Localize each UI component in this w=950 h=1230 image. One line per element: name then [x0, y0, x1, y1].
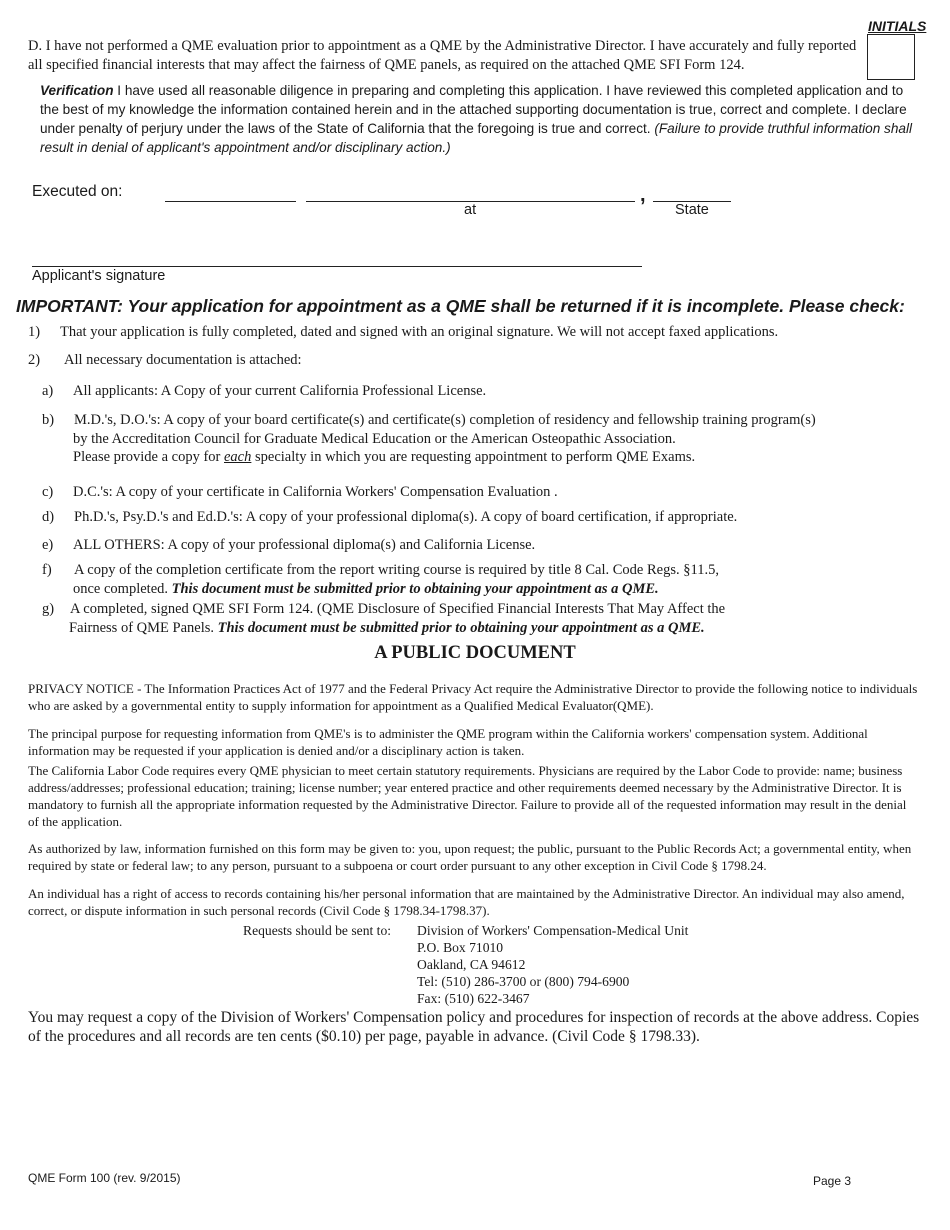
subitem-letter: c) — [42, 484, 54, 500]
checklist-subitem-g — [42, 600, 922, 638]
verification-paragraph — [40, 81, 925, 157]
subitem-letter: a) — [42, 383, 54, 399]
subitem-text: ALL OTHERS: A copy of your professional diploma(s) and California License. — [73, 537, 536, 553]
privacy-access-paragraph: An individual has a right of access to records containing his/her personal information that are maintained by the Administrative Director. An individual may also amend, correct, or dispute information in such personal records (Civil Code § 1798.34-1798.37). — [28, 886, 905, 918]
subitem-letter: b) — [42, 412, 55, 428]
address-line: Fax: (510) 622-3467 — [417, 991, 530, 1006]
subitem-text-line1: M.D.'s, D.O.'s: A copy of your board certificate(s) and certificate(s) completion of residency and fellowship training program(s) — [74, 412, 816, 428]
emphasis-each: each — [224, 449, 252, 465]
address-line: Tel: (510) 286-3700 or (800) 794-6900 — [417, 974, 630, 989]
requests-address — [417, 922, 688, 1007]
privacy-purpose-paragraph: The principal purpose for requesting information from QME's is to administer the QME program within the California workers' compensation system. Additional information may be requested if your application is denied and/or a disciplinary action is taken. — [28, 726, 868, 758]
subitem-letter: e) — [42, 537, 54, 553]
subitem-letter: f) — [42, 562, 52, 578]
subitem-text-line2: by the Accreditation Council for Graduate Medical Education or the American Osteopathic Association. — [73, 431, 676, 447]
checklist-number: 2) — [28, 352, 41, 368]
at-label: at — [464, 202, 477, 218]
section-d-statement: D. I have not performed a QME evaluation prior to appointment as a QME by the Administrative Director. I have accurately and fully reported all specified financial interests that may affect the fairness of QME panels, as required on the attached QME SFI Form 124. — [28, 38, 857, 73]
subitem-text-line1: A completed, signed QME SFI Form 124. (QME Disclosure of Specified Financial Interests That May Affect the — [70, 601, 726, 617]
requests-label: Requests should be sent to: — [243, 923, 392, 938]
state-label: State — [675, 202, 709, 218]
public-document-heading: A PUBLIC DOCUMENT — [374, 643, 576, 663]
verification-body: I have used all reasonable diligence in preparing and completing this application. I have reviewed this completed application and to the best of my knowledge the information contained herein and in the attached supporting documentation is true, correct and complete. I declare under penalty of perjury under the laws of the State of California that the foregoing is true and correct. — [40, 83, 907, 136]
verification-heading: Verification — [40, 83, 114, 98]
address-line: Oakland, CA 94612 — [417, 957, 526, 972]
subitem-text: D.C.'s: A copy of your certificate in California Workers' Compensation Evaluation . — [73, 484, 558, 500]
initials-label: INITIALS — [868, 18, 927, 34]
privacy-disclosure-paragraph: As authorized by law, information furnished on this form may be given to: you, upon request; the public, pursuant to the Public Records Act; a governmental entity, when required by state or federal law; to any person, pursuant to a subpoena or court order pursuant to any other exception in Civil Code § 1798.24. — [28, 841, 912, 873]
verification-note: (Failure to provide truthful information shall result in denial of applicant's appointment and/or disciplinary action.) — [40, 121, 912, 155]
privacy-notice-paragraph: PRIVACY NOTICE - The Information Practices Act of 1977 and the Federal Privacy Act require the Administrative Director to provide the following notice to individuals who are asked by a governmental entity to supply information for appointment as a Qualified Medical Evaluator(QME). — [28, 681, 918, 713]
subitem-text-line3-pre: Please provide a copy for — [73, 449, 224, 465]
subitem-text-line3-post: specialty in which you are requesting appointment to perform QME Exams. — [251, 449, 696, 465]
checklist-subitem-f — [42, 561, 922, 599]
subitem-text-line3 — [73, 448, 695, 467]
initials-box[interactable] — [867, 34, 915, 80]
checklist-text: That your application is fully completed, dated and signed with an original signature. We will not accept faxed applications. — [60, 324, 779, 340]
subitem-text-line1: A copy of the completion certificate from the report writing course is required by title 8 Cal. Code Regs. §11.5, — [74, 562, 719, 578]
subitem-text-line2 — [69, 619, 705, 638]
signature-line[interactable] — [32, 266, 642, 267]
form-identifier: QME Form 100 (rev. 9/2015) — [28, 1171, 181, 1185]
subitem-text: All applicants: A Copy of your current California Professional License. — [73, 383, 487, 399]
subitem-text-line2-pre: once completed. — [73, 581, 172, 597]
subitem-text-line2 — [73, 580, 659, 599]
checklist-text: All necessary documentation is attached: — [64, 352, 302, 368]
subitem-text: Ph.D.'s, Psy.D.'s and Ed.D.'s: A copy of your professional diploma(s). A copy of board certification, if appropriate. — [74, 509, 738, 525]
subitem-emphasis: This document must be submitted prior to obtaining your appointment as a QME. — [171, 581, 659, 597]
address-line: P.O. Box 71010 — [417, 940, 504, 955]
signature-label: Applicant's signature — [32, 268, 166, 284]
executed-on-label: Executed on: — [32, 183, 123, 200]
copy-request-note: You may request a copy of the Division of Workers' Compensation policy and procedures for inspection of records at the above address. Copies of the procedures and all records are ten cents ($0.10) per page, payable in advance. (Civil Code § 1798.33). — [28, 1009, 920, 1045]
checklist-number: 1) — [28, 324, 41, 340]
address-line: Division of Workers' Compensation-Medical Unit — [417, 923, 689, 938]
date-line[interactable] — [165, 201, 296, 202]
subitem-emphasis: This document must be submitted prior to obtaining your appointment as a QME. — [217, 620, 705, 636]
subitem-letter: g) — [42, 601, 55, 617]
privacy-labor-code-paragraph: The California Labor Code requires every QME physician to meet certain statutory requirements. Physicians are required by the Labor Code to provide: name; business address/addresses; professional education; training; license number; year entered practice and other requirements deemed necessary by the Administrative Director. It is mandatory to furnish all the appropriate information requested by the Administrative Director. Failure to provide all of the requested information may result in the denial of the application. — [28, 763, 907, 829]
comma-separator: , — [640, 184, 646, 206]
important-notice: IMPORTANT: Your application for appointment as a QME shall be returned if it is incomplete. Please check: — [16, 296, 905, 316]
checklist-subitem-b — [42, 411, 922, 468]
subitem-text-line2-pre: Fairness of QME Panels. — [69, 620, 218, 636]
page-number: Page 3 — [813, 1174, 852, 1188]
subitem-letter: d) — [42, 509, 55, 525]
